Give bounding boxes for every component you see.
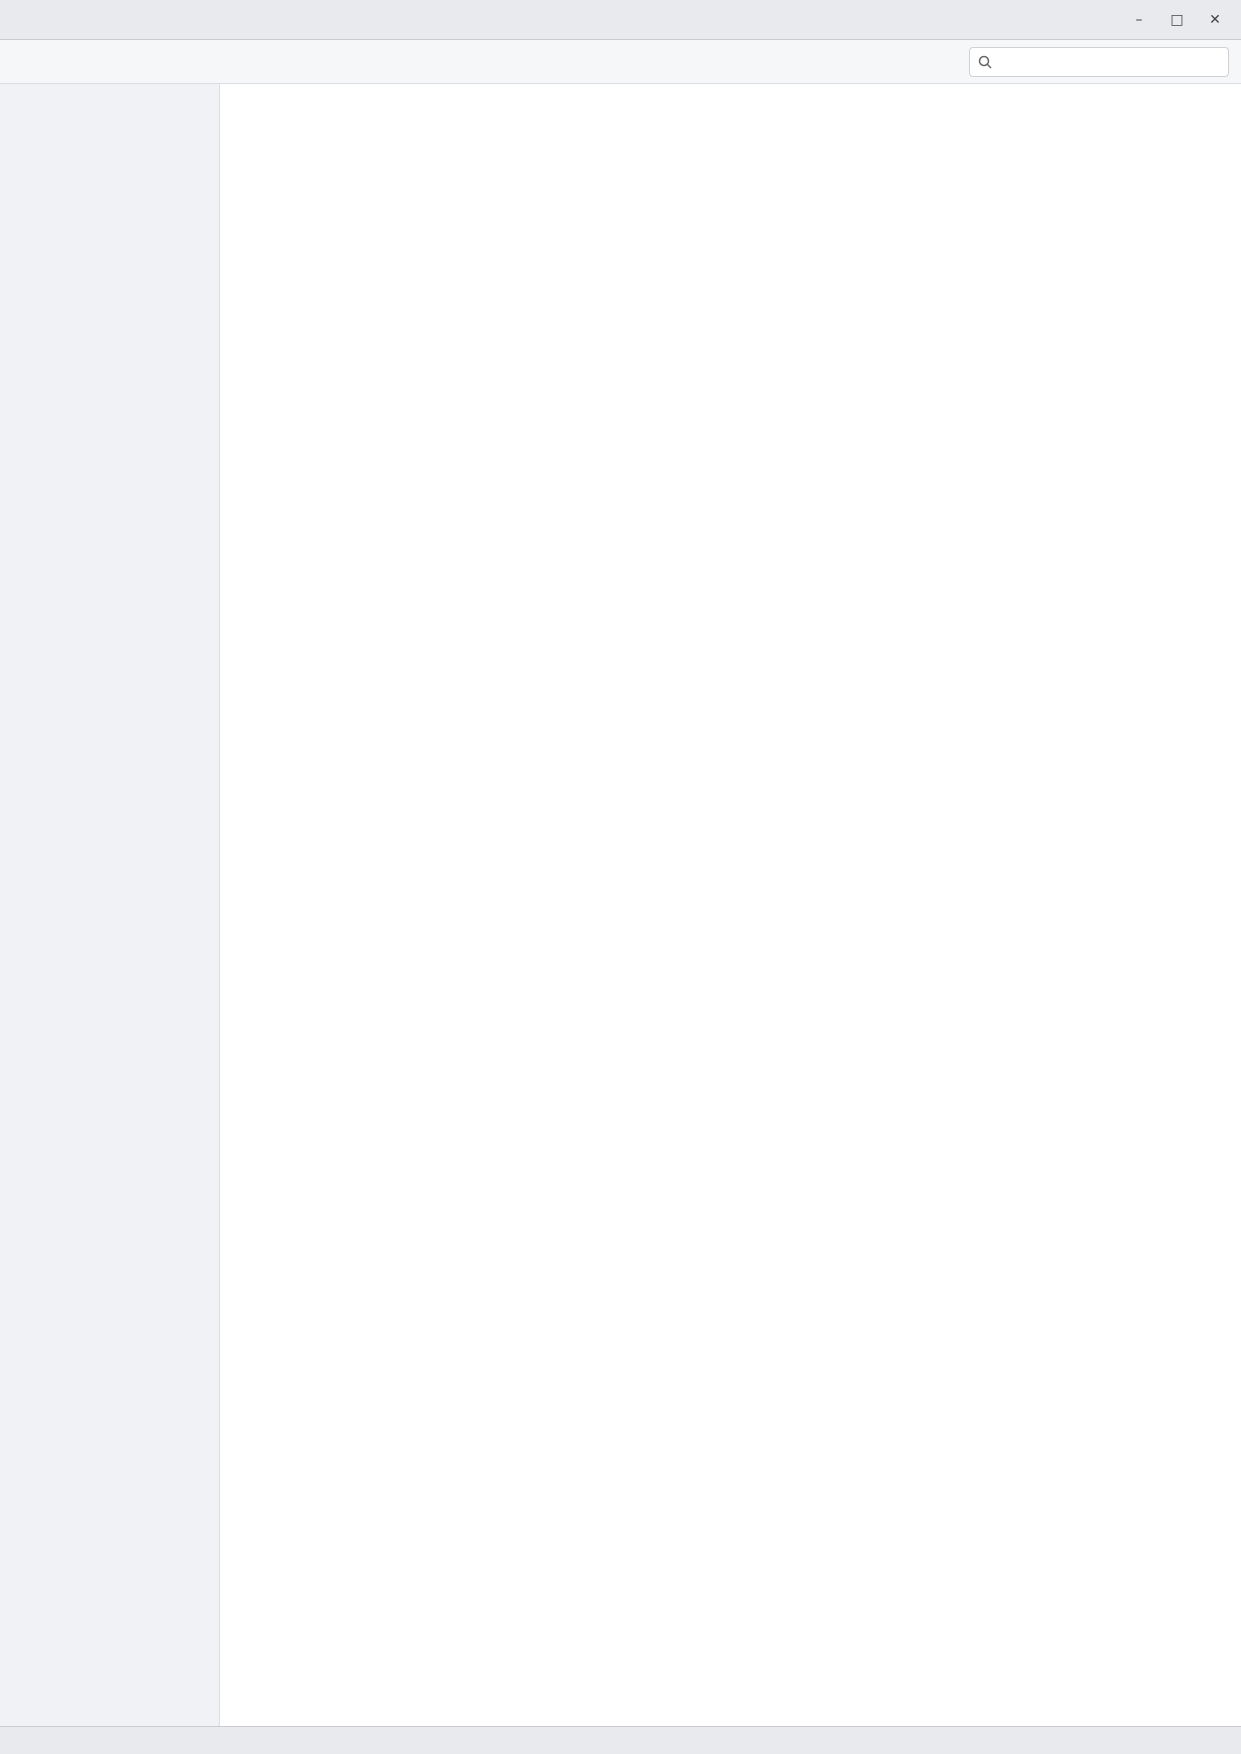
search-icon (978, 55, 992, 69)
window-body (0, 84, 1241, 1726)
minimize-icon[interactable]: – (1135, 11, 1143, 28)
main-content (220, 84, 1241, 1726)
search-box (969, 47, 1229, 77)
sidebar (0, 84, 220, 1726)
status-bar (0, 1726, 1241, 1754)
toolbar (0, 40, 1241, 84)
search-input[interactable] (998, 54, 1220, 69)
title-bar (0, 0, 1241, 40)
maximize-icon[interactable]: □ (1170, 11, 1184, 28)
close-icon[interactable]: ✕ (1209, 11, 1221, 28)
